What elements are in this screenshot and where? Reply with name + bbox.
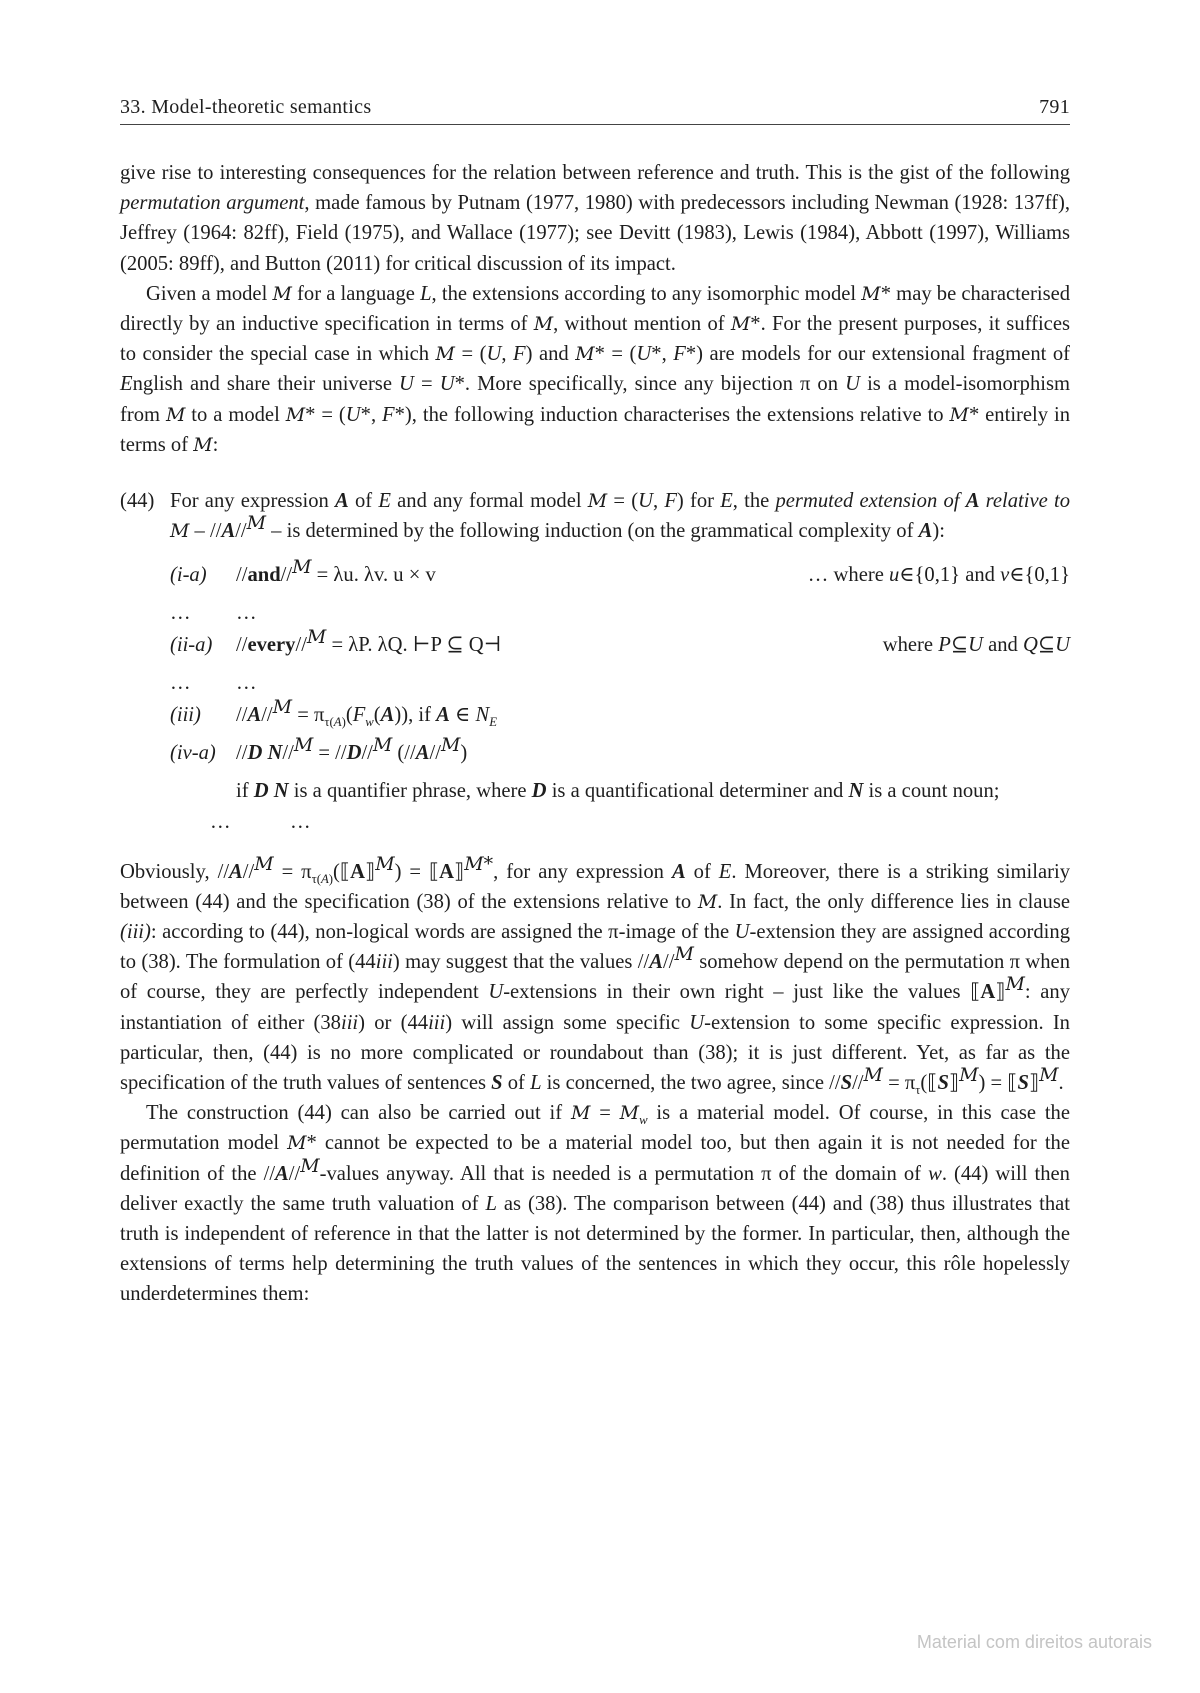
ellipsis-row: … … (170, 602, 259, 625)
chapter-title: 33. Model-theoretic semantics (120, 96, 372, 118)
paragraph-2: Given a model M for a language L, the extensions according to any isomorphic model M* may be characterised directly by an inductive specification in terms of M, without mention of M*. For the present purposes, it suffices to consider the special case in which M = (U, F) and M* = (U*, F*) are models for our extensional fragment of English and share their universe U = U*. More specifically, since any bijection π on U is a model-isomorphism from M to a model M* = (U*, F*), the following induction characterises the extensions relative to M* entirely in terms of M: (120, 282, 1071, 456)
example-44 (120, 486, 1070, 546)
clause-ii-a: (ii-a) //every//$^M$ = λP. λQ. ⊢P ⊆ Q⊣ where P⊆U and Q⊆U (170, 626, 1070, 657)
clause-iv-a: (iv-a) //D N//$^M$ = //D//$^M$ (//A//$^M$) (170, 734, 468, 765)
paragraph-4: The construction (44) can also be carried out if $M = M_w$ is a material model. Of course, in this case the permutation model M* cannot be expected to be a material model too, but then again it is not needed for the definition of the //A//$^M$-values anyway. All that is needed is a permutation π of the domain of w. (44) will then deliver exactly the same truth valuation of L as (38). The comparison between (44) and (38) thus illustrates that truth is independent of reference in that the latter is not determined by the former. In particular, then, although the extensions of terms help determining the truth values of the sentences in which they occur, this rôle hopelessly underdetermines them: (120, 1102, 1070, 1306)
clause-i-a: (i-a) //and//$^M$ = λu. λv. u × v … where u∈{0,1} and v∈{0,1} (170, 556, 1070, 587)
body-text (120, 158, 1070, 1310)
example-number: (44) (120, 490, 155, 513)
paragraph-3: Obviously, $//A//^M = \pi_{\tau(A)}(⟦A⟧^M)$ = ⟦A⟧$^{M*}$, for any expression A of E. Moreover, there is a striking similariy between (44) and the specification (38) of the extensions relative to M. In fact, the only difference lies in clause (iii): according to (44), non-logical words are assigned the π-image of the U-extension they are assigned according to (38). The formulation of (44iii) may suggest that the values //A//$^M$ somehow depend on the permutation π when of course, they are perfectly independent U-extensions in their own right – just like the values ⟦A⟧$^M$: any instantiation of either (38iii) or (44iii) will assign some specific U-extension to some specific expression. In particular, then, (44) is no more complicated or roundabout than (38); it is just different. Yet, as far as the specification of the truth values of sentences S of L is concerned, the two agree, since $//S//^M = \pi_\tau(⟦S⟧^M)$ = ⟦S⟧$^M$. (120, 852, 1070, 1098)
ellipsis-row: … … (170, 672, 259, 695)
page-number: 791 (1039, 96, 1070, 118)
running-header (120, 94, 1070, 125)
clause-iii: (iii) $//A//^M = \pi_{\tau(A)}(F_w(A))$, if A ∈ $N_E$ (170, 696, 498, 730)
ellipsis-row: … … (210, 810, 313, 833)
example-intro: For any expression A of E and any formal model M = (U, F) for E, the permuted extension of A relative to M – //A//$^M$ – is determined by the following induction (on the grammatical complexity of A): (170, 490, 1070, 543)
paragraph-1: give rise to interesting consequences for the relation between reference and truth. This is the gist of the following permutation argument, made famous by Putnam (1977, 1980) with predecessors including Newman (1928: 137ff), Jeffrey (1964: 82ff), Field (1975), and Wallace (1977); see Devitt (1983), Lewis (1984), Abbott (1997), Williams (2005: 89ff), and Button (2011) for critical discussion of its impact. (120, 162, 1070, 275)
clause-iv-a-condition: if D N is a quantifier phrase, where D is a quantificational determiner and N is a count noun; (236, 780, 1000, 803)
watermark-text: Material com direitos autorais (916, 1632, 1152, 1652)
